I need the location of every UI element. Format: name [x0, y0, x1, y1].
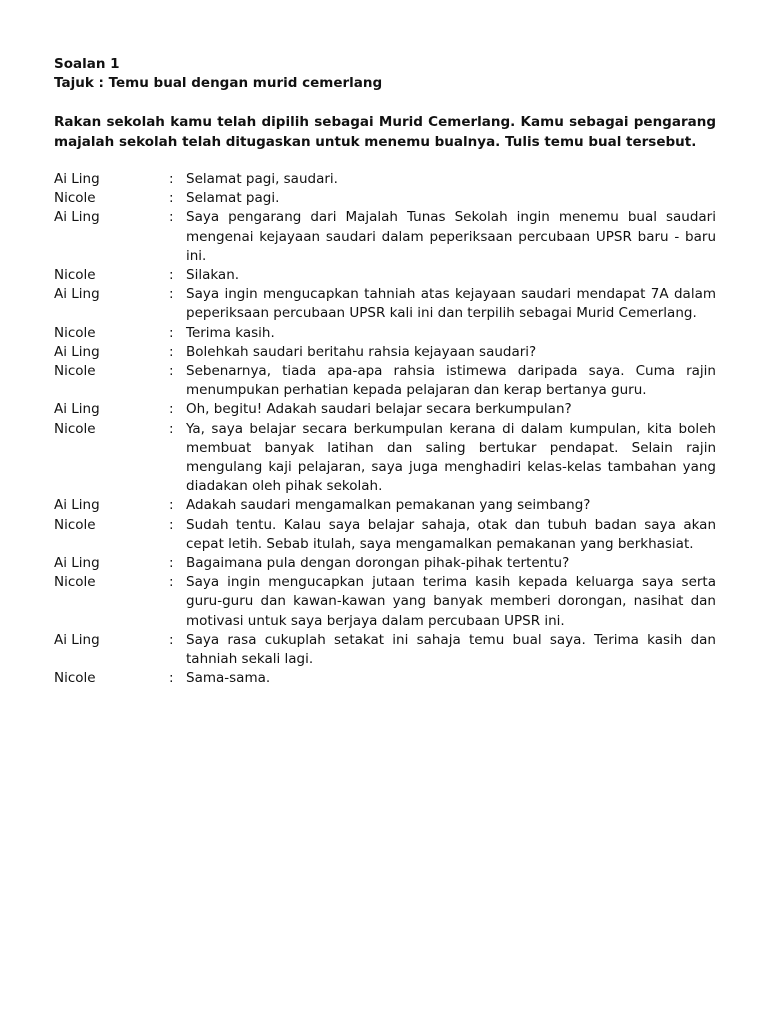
- dialogue-line: [54, 170, 716, 189]
- speaker-name: Ai Ling: [54, 497, 100, 514]
- dialogue-text: Saya ingin mengucapkan tahniah atas kejayaan saudari mendapat 7A dalam peperiksaan percubaan UPSR kali ini dan terpilih sebagai Murid Cemerlang.: [186, 286, 716, 322]
- dialogue-text: Ya, saya belajar secara berkumpulan kerana di dalam kumpulan, kita boleh membuat banyak latihan dan saling bertukar pendapat. Selain rajin mengulang kaji pelajaran, saya juga menghadiri kelas-kelas tambahan yang diadakan oleh pihak sekolah.: [186, 420, 716, 495]
- speaker-name: Nicole: [54, 267, 96, 284]
- dialogue-line: [54, 189, 716, 208]
- speaker-name: Ai Ling: [54, 171, 100, 187]
- dialogue-line: [54, 400, 716, 419]
- colon-separator: :: [169, 267, 174, 284]
- speaker-name: Ai Ling: [54, 343, 100, 360]
- dialogue-text: Selamat pagi, saudari.: [186, 171, 338, 187]
- colon-separator: :: [169, 516, 174, 533]
- dialogue-text: Saya pengarang dari Majalah Tunas Sekolah ingin menemu bual saudari mengenai kejayaan saudari dalam peperiksaan percubaan UPSR baru - baru ini.: [186, 209, 716, 264]
- speaker-name: Nicole: [54, 516, 96, 533]
- speaker-name: Nicole: [54, 420, 96, 437]
- dialogue-text: Sudah tentu. Kalau saya belajar sahaja, otak dan tubuh badan saya akan cepat letih. Sebab itulah, saya mengamalkan pemakanan yang berkhasiat.: [186, 516, 716, 552]
- dialogue-list: [54, 170, 716, 688]
- colon-separator: :: [169, 209, 174, 226]
- dialogue-text: Sama-sama.: [186, 670, 271, 687]
- colon-separator: :: [169, 190, 174, 207]
- speaker-name: Ai Ling: [54, 555, 100, 572]
- colon-separator: :: [169, 343, 174, 360]
- dialogue-line: [54, 285, 716, 323]
- dialogue-line: [54, 362, 716, 400]
- dialogue-text: Bolehkah saudari beritahu rahsia kejayaan saudari?: [186, 343, 537, 360]
- colon-separator: :: [169, 574, 174, 591]
- dialogue-line: [54, 554, 716, 573]
- colon-separator: :: [169, 363, 174, 380]
- dialogue-text: Saya rasa cukuplah setakat ini sahaja temu bual saya. Terima kasih dan tahniah sekali lagi.: [186, 631, 716, 668]
- speaker-name: Ai Ling: [54, 401, 100, 418]
- colon-separator: :: [169, 401, 174, 418]
- dialogue-line: [54, 631, 716, 669]
- dialogue-line: [54, 343, 716, 362]
- colon-separator: :: [169, 555, 174, 572]
- dialogue-line: [54, 208, 716, 266]
- colon-separator: :: [169, 497, 174, 514]
- speaker-name: Nicole: [54, 363, 96, 380]
- dialogue-line: [54, 573, 716, 631]
- speaker-name: Nicole: [54, 670, 96, 687]
- dialogue-line: [54, 324, 716, 343]
- dialogue-line: [54, 516, 716, 554]
- dialogue-line: [54, 266, 716, 285]
- colon-separator: :: [169, 670, 174, 687]
- dialogue-text: Saya ingin mengucapkan jutaan terima kasih kepada keluarga saya serta guru-guru dan kawan-kawan yang banyak memberi dorongan, nasihat dan motivasi untuk saya berjaya dalam percubaan UPSR ini.: [186, 574, 716, 629]
- dialogue-text: Bagaimana pula dengan dorongan pihak-pihak tertentu?: [186, 555, 570, 572]
- dialogue-text: Sebenarnya, tiada apa-apa rahsia istimewa daripada saya. Cuma rajin menumpukan perhatian kepada pelajaran dan kerap bertanya guru.: [186, 363, 716, 399]
- speaker-name: Ai Ling: [54, 286, 100, 303]
- colon-separator: :: [169, 324, 174, 341]
- dialogue-text: Adakah saudari mengamalkan pemakanan yang seimbang?: [186, 497, 591, 514]
- speaker-name: Nicole: [54, 324, 96, 341]
- colon-separator: :: [169, 420, 174, 437]
- speaker-name: Nicole: [54, 190, 96, 207]
- question-number: Soalan 1: [54, 56, 120, 72]
- dialogue-text: Terima kasih.: [186, 324, 275, 341]
- speaker-name: Ai Ling: [54, 631, 100, 648]
- dialogue-text: Oh, begitu! Adakah saudari belajar secara berkumpulan?: [186, 401, 572, 418]
- dialogue-line: [54, 420, 716, 497]
- colon-separator: :: [169, 171, 174, 187]
- colon-separator: :: [169, 286, 174, 303]
- dialogue-text: Silakan.: [186, 267, 240, 284]
- dialogue-text: Selamat pagi.: [186, 190, 280, 207]
- topic-title: Tajuk : Temu bual dengan murid cemerlang: [54, 75, 383, 91]
- speaker-name: Ai Ling: [54, 209, 100, 226]
- instructions: Rakan sekolah kamu telah dipilih sebagai Murid Cemerlang. Kamu sebagai pengarang majalah sekolah telah ditugaskan untuk menemu bualnya. Tulis temu bual tersebut.: [54, 114, 716, 150]
- speaker-name: Nicole: [54, 574, 96, 591]
- dialogue-line: [54, 669, 716, 688]
- document-page: [54, 55, 716, 688]
- colon-separator: :: [169, 631, 174, 648]
- dialogue-line: [54, 496, 716, 515]
